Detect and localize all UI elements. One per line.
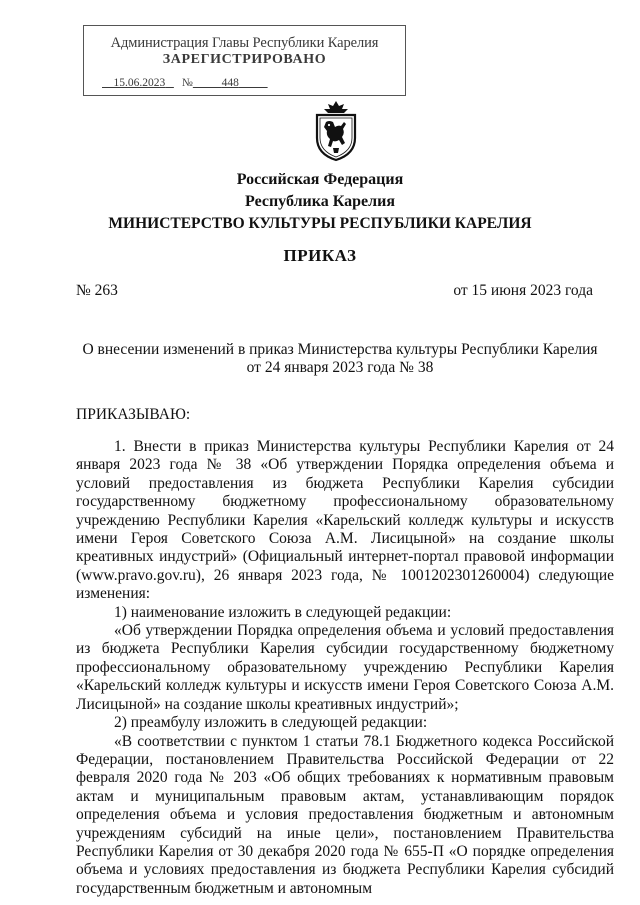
header-ministry: МИНИСТЕРСТВО КУЛЬТУРЫ РЕСПУБЛИКИ КАРЕЛИЯ (108, 215, 532, 232)
order-date: от 15 июня 2023 года (453, 282, 593, 299)
stamp-authority: Администрация Главы Республики Карелия (110, 35, 379, 51)
subject-line-2: от 24 января 2023 года № 38 (246, 359, 434, 376)
prikazyvayu-heading: ПРИКАЗЫВАЮ: (76, 406, 191, 423)
document-type: ПРИКАЗ (283, 246, 357, 265)
subject-line-1: О внесении изменений в приказ Министерства культуры Республики Карелия (82, 341, 598, 358)
document-body (76, 438, 614, 898)
stamp-date: 15.06.2023 (113, 77, 166, 89)
stamp-number-prefix: № (181, 77, 193, 89)
paragraph: 2) преамбулу изложить в следующей редакции: (114, 714, 428, 732)
header-country: Российская Федерация (236, 171, 404, 188)
paragraph: 1. Внести в приказ Министерства культуры Республики Карелия от 24 января 2023 года № 38 «Об утверждении Порядка определения объема и условий предоставления из бюджета Республики Карелия субсидии государственному бюджетному профессиональному образовательному учреждению Республики Карелия «Карельский колледж культуры и искусств имени Героя Советского Союза А.М. Лисицыной» на создание школы креативных индустрий» (Официальный интернет-портал правовой информации (www.pravo.gov.ru), 26 января 2023 года, № 1001202301260004) следующие изменения: (76, 438, 614, 603)
karelia-coat-of-arms-icon (311, 100, 361, 162)
paragraph: «Об утверждении Порядка определения объема и условий предоставления из бюджета Республики Карелия субсидии государственному бюджетному профессиональному образовательному учреждению Республики Карелия «Карельский колледж культуры и искусств имени Героя Советского Союза А.М. Лисицыной» на создание школы креативных индустрий»; (76, 622, 614, 713)
stamp-registered: ЗАРЕГИСТРИРОВАНО (162, 52, 327, 67)
order-number: № 263 (76, 282, 118, 299)
registration-stamp (83, 25, 406, 96)
paragraph: «В соответствии с пунктом 1 статьи 78.1 Бюджетного кодекса Российской Федерации, постановлением Правительства Российской Федерации от 22 февраля 2020 года № 203 «Об общих требованиях к нормативным правовым актам и муниципальным правовым актам, устанавливающим порядок определения объема и условия предоставления бюджетным и автономным учреждениям субсидий на иные цели», постановлением Правительства Республики Карелия от 30 декабря 2020 года № 655-П «О порядке определения объема и условиях предоставления из бюджета Республики Карелия субсидий государственным бюджетным и автономным (76, 732, 614, 897)
paragraph: 1) наименование изложить в следующей редакции: (114, 603, 452, 621)
header-republic: Республика Карелия (245, 193, 395, 210)
stamp-registration-line (102, 77, 268, 89)
stamp-number: 448 (221, 77, 239, 89)
